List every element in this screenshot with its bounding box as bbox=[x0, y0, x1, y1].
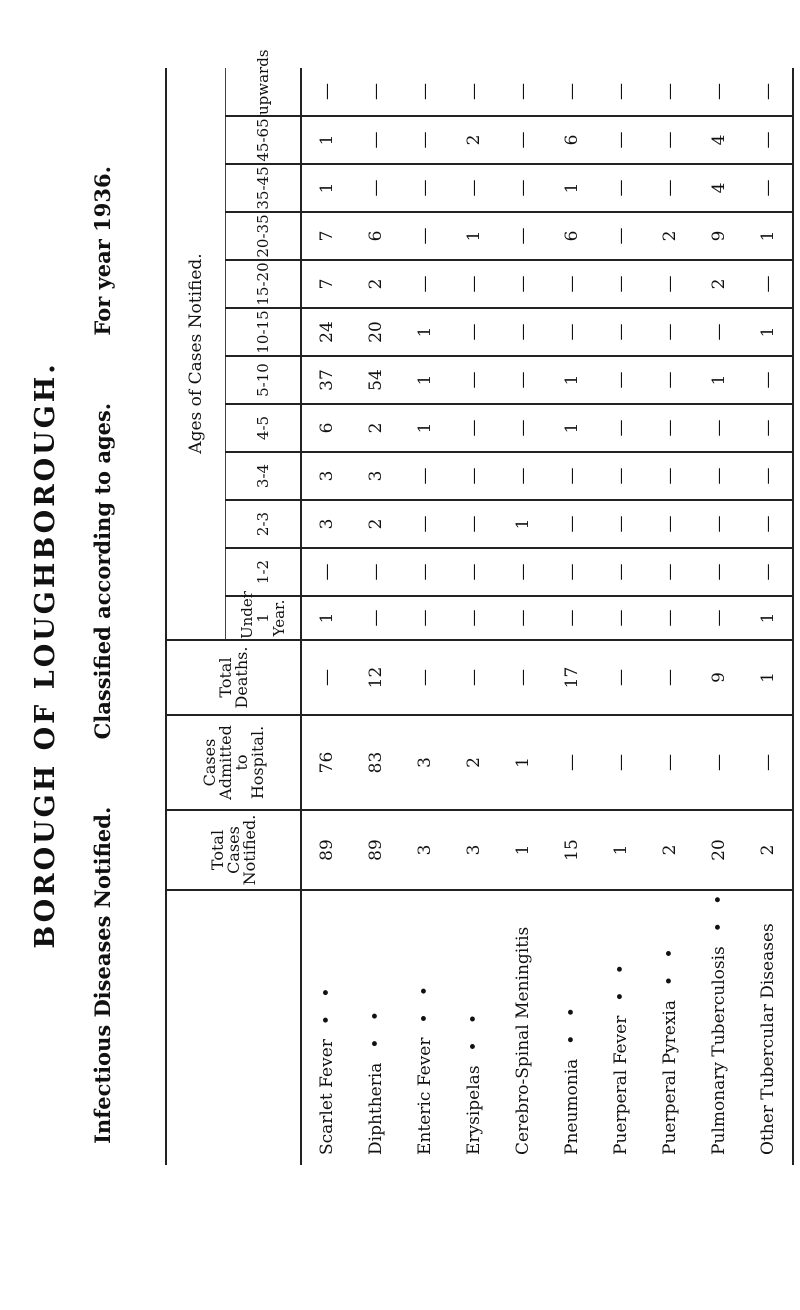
age-band-header: 3-4 bbox=[226, 452, 302, 500]
page-subtitle bbox=[90, 0, 115, 1310]
age-count-cell: 4 bbox=[694, 116, 743, 164]
age-count-cell: 9 bbox=[694, 212, 743, 260]
admitted-cell: — bbox=[743, 715, 793, 810]
deaths-cell: 9 bbox=[694, 640, 743, 715]
notified-cell: 89 bbox=[351, 810, 400, 890]
age-count-cell: 1 bbox=[301, 596, 351, 640]
notified-cell: 3 bbox=[400, 810, 449, 890]
disease-cell bbox=[743, 890, 793, 1165]
age-count-cell: 2 bbox=[351, 404, 400, 452]
admitted-cell: 2 bbox=[449, 715, 498, 810]
disease-cell bbox=[351, 890, 400, 1165]
age-count-cell: 2 bbox=[694, 260, 743, 308]
admitted-cell: — bbox=[596, 715, 645, 810]
age-band-header: 10-15 bbox=[226, 308, 302, 356]
age-count-cell: 24 bbox=[301, 308, 351, 356]
age-count-cell: — bbox=[645, 500, 694, 548]
table-row bbox=[498, 68, 547, 1165]
age-count-cell: — bbox=[449, 452, 498, 500]
age-count-cell: — bbox=[449, 596, 498, 640]
admitted-cell: 76 bbox=[301, 715, 351, 810]
age-count-cell: — bbox=[743, 356, 793, 404]
age-count-cell: 1 bbox=[400, 356, 449, 404]
age-count-cell: — bbox=[547, 596, 596, 640]
age-count-cell: — bbox=[400, 548, 449, 596]
age-count-cell: 1 bbox=[743, 212, 793, 260]
age-count-cell: — bbox=[498, 356, 547, 404]
age-count-cell: — bbox=[400, 164, 449, 212]
leader-dots: • • bbox=[365, 1005, 386, 1049]
age-count-cell: 1 bbox=[498, 500, 547, 548]
age-count-cell: 1 bbox=[301, 164, 351, 212]
total-notified-header: Total Cases Notified. bbox=[166, 810, 301, 890]
age-count-cell: — bbox=[743, 116, 793, 164]
table-row bbox=[449, 68, 498, 1165]
age-count-cell: — bbox=[694, 68, 743, 116]
disease-cell bbox=[547, 890, 596, 1165]
notified-cell: 15 bbox=[547, 810, 596, 890]
notified-cell: 2 bbox=[645, 810, 694, 890]
age-count-cell: — bbox=[743, 260, 793, 308]
age-count-cell: 6 bbox=[351, 212, 400, 260]
age-count-cell: — bbox=[498, 164, 547, 212]
leader-dots: • • bbox=[316, 981, 337, 1026]
subtitle-mid: Classified according to ages. bbox=[90, 402, 115, 740]
disease-cell bbox=[449, 890, 498, 1165]
age-count-cell: 20 bbox=[351, 308, 400, 356]
table-row bbox=[351, 68, 400, 1165]
age-count-cell: — bbox=[547, 68, 596, 116]
deaths-cell: — bbox=[449, 640, 498, 715]
diseases-table bbox=[165, 49, 794, 1165]
age-count-cell: — bbox=[645, 260, 694, 308]
table-row bbox=[645, 68, 694, 1165]
subtitle-left: Infectious Diseases Notified. bbox=[90, 806, 115, 1144]
page-title: BOROUGH OF LOUGHBOROUGH. bbox=[30, 361, 61, 949]
notified-cell: 1 bbox=[596, 810, 645, 890]
disease-cell bbox=[645, 890, 694, 1165]
age-count-cell: 7 bbox=[301, 260, 351, 308]
age-count-cell: — bbox=[547, 452, 596, 500]
age-count-cell: — bbox=[449, 68, 498, 116]
table-row bbox=[301, 68, 351, 1165]
age-count-cell: — bbox=[449, 164, 498, 212]
age-count-cell: — bbox=[743, 500, 793, 548]
age-count-cell: 3 bbox=[301, 500, 351, 548]
age-count-cell: — bbox=[694, 548, 743, 596]
admitted-cell: 83 bbox=[351, 715, 400, 810]
age-count-cell: — bbox=[498, 452, 547, 500]
notified-cell: 1 bbox=[498, 810, 547, 890]
age-count-cell: 1 bbox=[547, 404, 596, 452]
age-band-header: 1-2 bbox=[226, 548, 302, 596]
table-row bbox=[743, 68, 793, 1165]
age-count-cell: — bbox=[498, 212, 547, 260]
age-count-cell: — bbox=[596, 548, 645, 596]
deaths-cell: — bbox=[645, 640, 694, 715]
age-count-cell: — bbox=[596, 68, 645, 116]
age-count-cell: 2 bbox=[645, 212, 694, 260]
table-row bbox=[694, 68, 743, 1165]
age-count-cell: — bbox=[351, 164, 400, 212]
notified-cell: 3 bbox=[449, 810, 498, 890]
disease-name: Pneumonia bbox=[561, 1058, 582, 1155]
age-count-cell: — bbox=[743, 164, 793, 212]
leader-dots: • • bbox=[561, 1001, 582, 1045]
disease-name: Puerperal Pyrexia bbox=[659, 999, 680, 1155]
age-count-cell: 1 bbox=[400, 404, 449, 452]
notified-cell: 20 bbox=[694, 810, 743, 890]
disease-name: Erysipelas bbox=[463, 1065, 484, 1155]
age-count-cell: — bbox=[645, 116, 694, 164]
age-count-cell: — bbox=[645, 404, 694, 452]
age-band-header: 35-45 bbox=[226, 164, 302, 212]
age-band-header: 45-65 bbox=[226, 116, 302, 164]
age-count-cell: 1 bbox=[449, 212, 498, 260]
age-count-cell: — bbox=[449, 404, 498, 452]
age-count-cell: — bbox=[449, 356, 498, 404]
disease-cell bbox=[498, 890, 547, 1165]
age-count-cell: 1 bbox=[547, 164, 596, 212]
age-count-cell: — bbox=[645, 164, 694, 212]
age-count-cell: 1 bbox=[743, 308, 793, 356]
leader-dots: • • bbox=[414, 980, 435, 1024]
age-count-cell: — bbox=[498, 548, 547, 596]
age-count-cell: 4 bbox=[694, 164, 743, 212]
age-count-cell: — bbox=[547, 260, 596, 308]
age-count-cell: — bbox=[743, 452, 793, 500]
age-count-cell: — bbox=[645, 356, 694, 404]
age-count-cell: 7 bbox=[301, 212, 351, 260]
disease-cell bbox=[400, 890, 449, 1165]
age-count-cell: — bbox=[645, 452, 694, 500]
age-count-cell: — bbox=[743, 548, 793, 596]
age-count-cell: 2 bbox=[449, 116, 498, 164]
age-count-cell: — bbox=[498, 596, 547, 640]
disease-name: Other Tubercular Diseases bbox=[757, 923, 778, 1155]
deaths-header: Total Deaths. bbox=[166, 640, 301, 715]
age-count-cell: — bbox=[645, 548, 694, 596]
age-count-cell: 1 bbox=[301, 116, 351, 164]
deaths-cell: — bbox=[498, 640, 547, 715]
notified-cell: 2 bbox=[743, 810, 793, 890]
age-band-header: 15-20 bbox=[226, 260, 302, 308]
age-count-cell: — bbox=[449, 308, 498, 356]
admitted-cell: — bbox=[645, 715, 694, 810]
age-count-cell: — bbox=[351, 548, 400, 596]
leader-dots: • • bbox=[659, 942, 680, 986]
age-count-cell: 1 bbox=[400, 308, 449, 356]
age-count-cell: 6 bbox=[547, 212, 596, 260]
disease-name: Pulmonary Tuberculosis bbox=[708, 946, 729, 1155]
subtitle-right: For year 1936. bbox=[90, 166, 115, 336]
disease-name: Diphtheria bbox=[365, 1062, 386, 1155]
age-count-cell: — bbox=[596, 452, 645, 500]
admitted-cell: — bbox=[547, 715, 596, 810]
age-count-cell: 2 bbox=[351, 260, 400, 308]
disease-cell bbox=[301, 890, 351, 1165]
age-count-cell: — bbox=[547, 548, 596, 596]
age-count-cell: — bbox=[596, 260, 645, 308]
age-count-cell: — bbox=[743, 68, 793, 116]
deaths-cell: 1 bbox=[743, 640, 793, 715]
disease-name: Scarlet Fever bbox=[316, 1039, 337, 1155]
age-count-cell: 54 bbox=[351, 356, 400, 404]
age-count-cell: — bbox=[645, 68, 694, 116]
deaths-cell: 12 bbox=[351, 640, 400, 715]
age-count-cell: — bbox=[596, 308, 645, 356]
age-count-cell: 3 bbox=[301, 452, 351, 500]
admitted-header: Cases Admitted to Hospital. bbox=[166, 715, 301, 810]
age-count-cell: — bbox=[400, 68, 449, 116]
disease-cell bbox=[596, 890, 645, 1165]
age-band-header: 4-5 bbox=[226, 404, 302, 452]
leader-dots: • • bbox=[610, 958, 631, 1002]
table-row bbox=[400, 68, 449, 1165]
age-count-cell: — bbox=[400, 452, 449, 500]
age-count-cell: — bbox=[498, 260, 547, 308]
age-count-cell: 1 bbox=[547, 356, 596, 404]
age-count-cell: — bbox=[596, 164, 645, 212]
age-count-cell: — bbox=[743, 404, 793, 452]
disease-cell bbox=[694, 890, 743, 1165]
age-count-cell: — bbox=[596, 596, 645, 640]
admitted-cell: 3 bbox=[400, 715, 449, 810]
age-band-header: 2-3 bbox=[226, 500, 302, 548]
leader-dots: • • bbox=[708, 888, 729, 933]
age-count-cell: — bbox=[400, 500, 449, 548]
admitted-cell: 1 bbox=[498, 715, 547, 810]
age-count-cell: 37 bbox=[301, 356, 351, 404]
age-count-cell: — bbox=[449, 548, 498, 596]
age-band-header: 5-10 bbox=[226, 356, 302, 404]
age-count-cell: — bbox=[498, 308, 547, 356]
age-count-cell: — bbox=[351, 68, 400, 116]
admitted-cell: — bbox=[694, 715, 743, 810]
notified-cell: 89 bbox=[301, 810, 351, 890]
age-count-cell: 1 bbox=[743, 596, 793, 640]
leader-dots: • • bbox=[463, 1007, 484, 1052]
age-count-cell: — bbox=[547, 500, 596, 548]
age-count-cell: — bbox=[596, 500, 645, 548]
age-count-cell: — bbox=[498, 116, 547, 164]
age-count-cell: — bbox=[694, 452, 743, 500]
age-count-cell: — bbox=[547, 308, 596, 356]
ages-group-header: Ages of Cases Notified. bbox=[166, 68, 226, 640]
age-count-cell: — bbox=[400, 116, 449, 164]
age-band-header: upwards bbox=[226, 68, 302, 116]
deaths-cell: 17 bbox=[547, 640, 596, 715]
age-count-cell: — bbox=[449, 260, 498, 308]
disease-name: Puerperal Fever bbox=[610, 1015, 631, 1155]
deaths-cell: — bbox=[400, 640, 449, 715]
age-count-cell: — bbox=[694, 404, 743, 452]
age-count-cell: 6 bbox=[547, 116, 596, 164]
age-count-cell: — bbox=[596, 356, 645, 404]
age-count-cell: — bbox=[400, 212, 449, 260]
table-row bbox=[596, 68, 645, 1165]
age-count-cell: — bbox=[596, 212, 645, 260]
age-count-cell: — bbox=[645, 596, 694, 640]
age-count-cell: — bbox=[596, 404, 645, 452]
deaths-cell: — bbox=[301, 640, 351, 715]
age-count-cell: — bbox=[400, 596, 449, 640]
deaths-cell: — bbox=[596, 640, 645, 715]
age-count-cell: — bbox=[645, 308, 694, 356]
age-count-cell: 6 bbox=[301, 404, 351, 452]
age-count-cell: 3 bbox=[351, 452, 400, 500]
age-count-cell: — bbox=[351, 596, 400, 640]
age-count-cell: — bbox=[498, 68, 547, 116]
age-count-cell: — bbox=[351, 116, 400, 164]
table-body bbox=[301, 68, 793, 1165]
age-count-cell: — bbox=[596, 116, 645, 164]
age-count-cell: 2 bbox=[351, 500, 400, 548]
age-band-header: 20-35 bbox=[226, 212, 302, 260]
table-row bbox=[547, 68, 596, 1165]
age-count-cell: — bbox=[694, 596, 743, 640]
age-count-cell: — bbox=[694, 308, 743, 356]
age-band-header: Under 1 Year. bbox=[226, 596, 302, 640]
disease-header bbox=[166, 890, 301, 1165]
age-count-cell: — bbox=[449, 500, 498, 548]
disease-name: Enteric Fever bbox=[414, 1037, 435, 1155]
age-count-cell: — bbox=[301, 548, 351, 596]
age-count-cell: — bbox=[400, 260, 449, 308]
age-count-cell: — bbox=[694, 500, 743, 548]
age-count-cell: — bbox=[498, 404, 547, 452]
age-count-cell: — bbox=[301, 68, 351, 116]
age-count-cell: 1 bbox=[694, 356, 743, 404]
disease-name: Cerebro-Spinal Meningitis bbox=[512, 926, 533, 1155]
